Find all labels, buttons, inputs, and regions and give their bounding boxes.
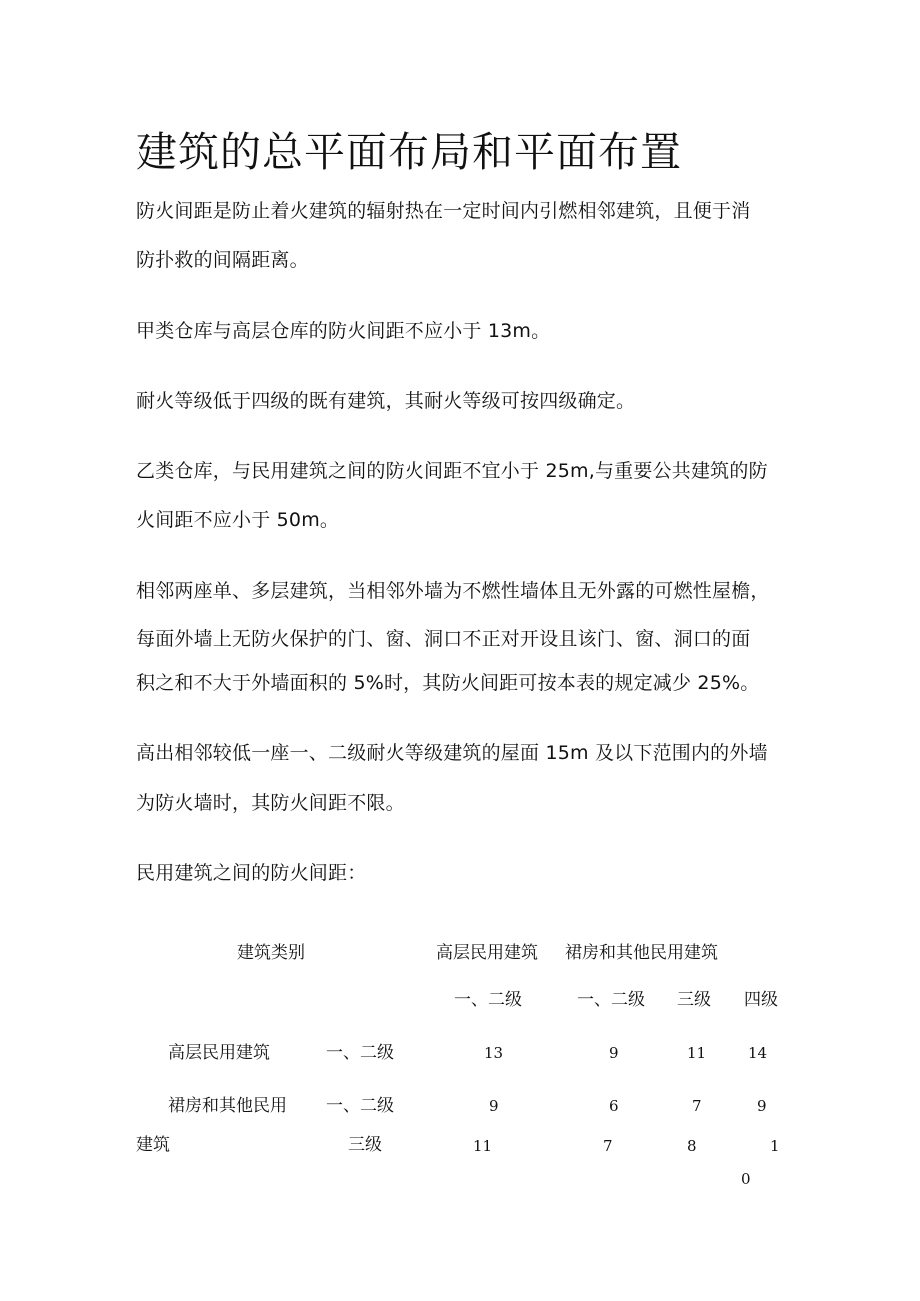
- table-cell: 9: [489, 1097, 499, 1115]
- paragraph-line: 防扑救的间隔距离。: [136, 249, 309, 271]
- paragraph-line: 为防火墙时，其防火间距不限。: [136, 792, 405, 814]
- table-cell: 7: [603, 1137, 613, 1155]
- sub-level: 四级: [744, 990, 778, 1010]
- paragraph-line: 火间距不应小于 50m。: [136, 509, 340, 531]
- row-name: 高层民用建筑: [168, 1043, 270, 1063]
- paragraph-line: 甲类仓库与高层仓库的防火间距不应小于 13m。: [136, 320, 551, 342]
- table-cell: 13: [484, 1044, 504, 1062]
- paragraph-line: 乙类仓库，与民用建筑之间的防火间距不宜小于 25m,与重要公共建筑的防: [136, 460, 768, 482]
- table-cell: 9: [609, 1044, 619, 1062]
- sub-level: 三级: [677, 990, 711, 1010]
- sub-level: 一、二级: [577, 990, 645, 1010]
- table-cell: 9: [757, 1097, 767, 1115]
- row-level: 一、二级: [326, 1043, 394, 1063]
- paragraph-line: 积之和不大于外墙面积的 5%时，其防火间距可按本表的规定减少 25%。: [136, 672, 760, 694]
- sub-level: 一、二级: [454, 990, 522, 1010]
- header-podium: 裙房和其他民用建筑: [565, 943, 718, 963]
- paragraph-line: 民用建筑之间的防火间距：: [136, 862, 367, 884]
- table-cell: 1: [770, 1137, 780, 1155]
- paragraph-line: 相邻两座单、多层建筑，当相邻外墙为不燃性墙体且无外露的可燃性屋檐，: [136, 580, 770, 602]
- row-level: 一、二级: [326, 1096, 394, 1116]
- table-cell: 14: [748, 1044, 768, 1062]
- header-high-rise: 高层民用建筑: [436, 943, 538, 963]
- table-cell: 6: [609, 1097, 619, 1115]
- page-title: 建筑的总平面布局和平面布置: [136, 128, 682, 176]
- table-cell: 8: [687, 1137, 697, 1155]
- header-category: 建筑类别: [237, 943, 305, 963]
- paragraph-line: 防火间距是防止着火建筑的辐射热在一定时间内引燃相邻建筑，且便于消: [136, 200, 751, 222]
- row-level: 三级: [348, 1135, 382, 1155]
- table-cell: 11: [687, 1044, 707, 1062]
- table-cell-wrap: 0: [741, 1170, 751, 1188]
- row-name: 建筑: [136, 1135, 170, 1155]
- paragraph-line: 耐火等级低于四级的既有建筑，其耐火等级可按四级确定。: [136, 390, 636, 412]
- table-cell: 7: [692, 1097, 702, 1115]
- row-name: 裙房和其他民用: [168, 1096, 287, 1116]
- paragraph-line: 每面外墙上无防火保护的门、窗、洞口不正对开设且该门、窗、洞口的面: [136, 628, 751, 650]
- table-cell: 11: [473, 1137, 493, 1155]
- paragraph-line: 高出相邻较低一座一、二级耐火等级建筑的屋面 15m 及以下范围内的外墙: [136, 742, 768, 764]
